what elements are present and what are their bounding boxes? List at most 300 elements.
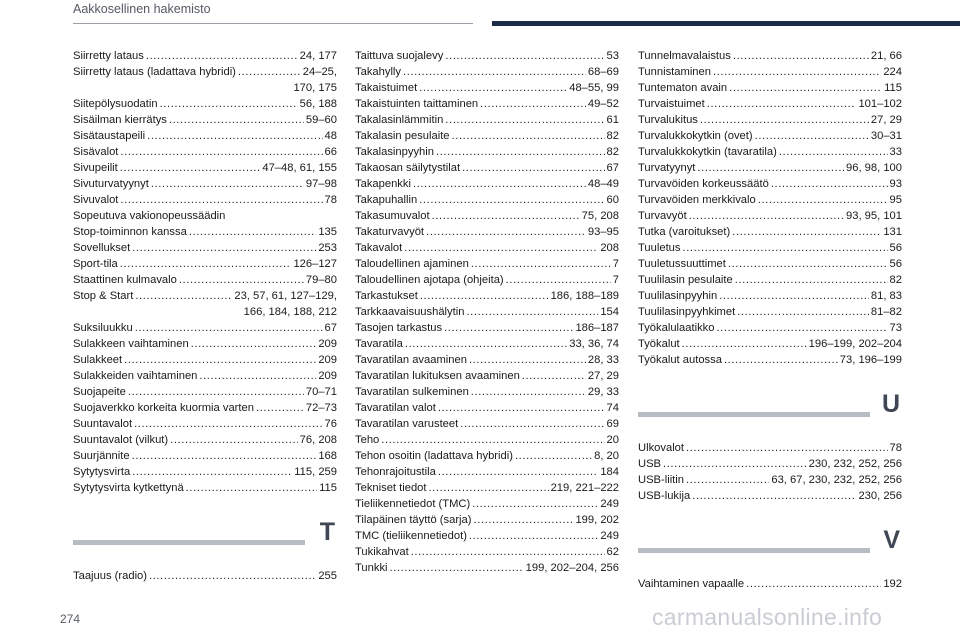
dot-leader (728, 256, 888, 272)
index-page-refs: 196–199, 202–204 (808, 338, 902, 350)
index-term: Suojaverkko korkeita kuormia varten (73, 402, 254, 414)
index-page-refs: 131 (883, 226, 902, 238)
index-page-refs: 224 (883, 66, 902, 78)
dot-leader (438, 464, 598, 480)
index-entry (638, 176, 902, 192)
index-entry (73, 208, 337, 240)
index-entry (355, 384, 619, 400)
index-term: Taloudellinen ajotapa (ohjeita) (355, 274, 504, 286)
index-page-refs: 82 (889, 274, 902, 286)
index-page-refs: 81, 83 (870, 290, 902, 302)
index-entry (638, 272, 902, 288)
index-page-refs: 70–71 (305, 386, 337, 398)
index-page-refs: 56 (889, 242, 902, 254)
index-entry (355, 336, 619, 352)
index-term: Sulakkeet (73, 354, 123, 366)
index-entry (73, 160, 337, 176)
dot-leader (719, 288, 869, 304)
index-page-refs: 126–127 (293, 258, 337, 270)
index-entry (638, 288, 902, 304)
index-entry (73, 448, 337, 464)
dot-leader (404, 240, 598, 256)
index-row (73, 464, 337, 480)
index-page-refs: 230, 256 (858, 490, 902, 502)
dot-leader (717, 320, 888, 336)
index-term: Takalasinlämmitin (355, 114, 444, 126)
dot-leader (147, 128, 322, 144)
index-term: Ulkovalot (638, 442, 685, 454)
index-term: USB (638, 458, 662, 470)
dot-leader (381, 432, 604, 448)
index-entry (73, 568, 337, 584)
index-row (73, 112, 337, 128)
index-entry (355, 256, 619, 272)
index-term: Tuulilasinpyyhkimet (638, 306, 736, 318)
index-page-refs: 48–55, 99 (569, 82, 619, 94)
index-entry (355, 64, 619, 80)
index-row (638, 272, 902, 288)
index-page-refs: 61 (606, 114, 619, 126)
index-row (355, 208, 619, 224)
index-term: Stop & Start (73, 290, 134, 302)
index-entry (73, 288, 337, 320)
index-term: Sovellukset (73, 242, 131, 254)
index-entry (355, 48, 619, 64)
index-term: Tasojen tarkastus (355, 322, 443, 334)
dot-leader (199, 368, 316, 384)
index-page-refs-continued: 170, 175 (293, 82, 337, 94)
index-term: Tekniset tiedot (355, 482, 427, 494)
index-page-refs: 23, 57, 61, 127–129, (234, 290, 337, 302)
dot-leader (506, 272, 611, 288)
dot-leader (779, 144, 888, 160)
index-row (73, 368, 337, 384)
dot-leader (713, 64, 881, 80)
index-term: Turvalukkokytkin (tavaratila) (638, 146, 777, 158)
index-row (638, 224, 902, 240)
index-term: Työkalulaatikko (638, 322, 715, 334)
index-row (638, 320, 902, 336)
index-entry (355, 464, 619, 480)
index-entry (355, 368, 619, 384)
index-row (73, 128, 337, 144)
index-page-refs: 76, 208 (299, 434, 337, 446)
index-page-refs: 93 (889, 178, 902, 190)
dot-leader (474, 512, 574, 528)
index-page-refs: 72–73 (305, 402, 337, 414)
dot-leader (707, 96, 857, 112)
index-entry (638, 456, 902, 472)
dot-leader (686, 440, 888, 456)
index-page-refs: 62 (606, 546, 619, 558)
index-entry (638, 240, 902, 256)
dot-leader (697, 160, 844, 176)
index-page-refs: 33, 36, 74 (569, 338, 619, 350)
page-number: 274 (60, 612, 81, 626)
index-page-refs: 78 (889, 442, 902, 454)
dot-leader (515, 448, 592, 464)
index-entry (73, 112, 337, 128)
index-row (638, 304, 902, 320)
index-row (355, 416, 619, 432)
index-row (355, 368, 619, 384)
index-page-refs: 249 (600, 530, 619, 542)
index-term: Tavaratilan lukituksen avaaminen (355, 370, 520, 382)
index-row (73, 288, 337, 304)
index-page-refs: 21, 66 (870, 50, 902, 62)
index-term: Tutka (varoitukset) (638, 226, 731, 238)
index-page-refs: 209 (318, 370, 337, 382)
index-row (73, 272, 337, 288)
index-entry (73, 128, 337, 144)
index-term: Suuntavalot (vilkut) (73, 434, 169, 446)
dot-leader (683, 240, 888, 256)
index-row (73, 336, 337, 352)
index-row (355, 320, 619, 336)
index-page-refs: 82 (606, 146, 619, 158)
index-page-refs: 192 (883, 578, 902, 590)
index-entry (638, 488, 902, 504)
index-entry (355, 192, 619, 208)
index-term: Takapuhallin (355, 194, 418, 206)
index-row (355, 496, 619, 512)
index-row (73, 480, 337, 496)
dot-leader (472, 496, 598, 512)
index-term: Vaihtaminen vapaalle (638, 578, 745, 590)
dot-leader (120, 144, 322, 160)
index-entry (73, 352, 337, 368)
index-entry (355, 416, 619, 432)
index-page-refs: 49–52 (587, 98, 619, 110)
dot-leader (737, 304, 869, 320)
index-page-refs: 115 (884, 82, 902, 94)
dot-leader (170, 432, 298, 448)
index-row (638, 128, 902, 144)
index-row (73, 384, 337, 400)
index-row (638, 256, 902, 272)
index-term: Sisäilman kierrätys (73, 114, 167, 126)
index-entry (638, 80, 902, 96)
dot-leader (436, 144, 605, 160)
index-term: Tuuletus (638, 242, 681, 254)
index-row (638, 112, 902, 128)
index-row (355, 80, 619, 96)
index-page-refs: 101–102 (858, 98, 902, 110)
index-entry (73, 368, 337, 384)
index-term: Suuntavalot (73, 418, 133, 430)
index-term: Turvatyynyt (638, 162, 696, 174)
index-row (355, 64, 619, 80)
section-rule (73, 540, 305, 545)
index-row (355, 352, 619, 368)
index-row (73, 400, 337, 416)
index-page-refs: 115, 259 (294, 466, 337, 478)
dot-leader (480, 96, 586, 112)
index-row (73, 256, 337, 272)
index-entry (73, 400, 337, 416)
index-row (73, 568, 337, 584)
index-page-refs: 66 (324, 146, 337, 158)
index-term: Sulakkeiden vaihtaminen (73, 370, 198, 382)
index-page-refs: 7 (612, 258, 619, 270)
index-page-refs: 93, 95, 101 (846, 210, 902, 222)
index-term: Tilapäinen täyttö (sarja) (355, 514, 472, 526)
index-row (638, 352, 902, 368)
index-term: Sivupeilit (73, 162, 118, 174)
index-page-refs: 29, 33 (587, 386, 619, 398)
index-row (355, 144, 619, 160)
index-term: Tuntematon avain (638, 82, 728, 94)
index-page-refs: 168 (318, 450, 337, 462)
index-row (355, 224, 619, 240)
dot-leader (733, 48, 869, 64)
index-term: Sisätaustapeili (73, 130, 146, 142)
index-row (638, 576, 902, 592)
index-row (73, 320, 337, 336)
index-entry (355, 432, 619, 448)
section-letter: T (319, 518, 335, 546)
index-row (73, 192, 337, 208)
dot-leader (169, 112, 304, 128)
index-row (638, 192, 902, 208)
index-row (638, 96, 902, 112)
index-term: Takaistuinten taittaminen (355, 98, 479, 110)
index-row (355, 240, 619, 256)
index-row (355, 336, 619, 352)
index-page-refs: 53 (606, 50, 619, 62)
dot-leader (134, 416, 322, 432)
dot-leader (735, 272, 888, 288)
index-entry (638, 48, 902, 64)
dot-leader (444, 320, 573, 336)
index-row (638, 80, 902, 96)
index-entry (355, 496, 619, 512)
index-row (638, 176, 902, 192)
index-row (638, 456, 902, 472)
dot-leader (135, 288, 232, 304)
index-page-refs: 219, 221–222 (550, 482, 619, 494)
dot-leader (692, 488, 856, 504)
index-entry (355, 320, 619, 336)
index-row (355, 256, 619, 272)
index-entry (355, 176, 619, 192)
index-row (355, 432, 619, 448)
index-row (73, 352, 337, 368)
index-entry (355, 224, 619, 240)
dot-leader (700, 112, 869, 128)
index-row (638, 472, 902, 488)
index-page-refs: 27, 29 (587, 370, 619, 382)
index-page-refs: 186, 188–189 (550, 290, 619, 302)
watermark: carmanualsonline.info (652, 604, 883, 630)
dot-leader (732, 224, 881, 240)
index-row (638, 160, 902, 176)
index-page-refs: 7 (612, 274, 619, 286)
index-term: Tukikahvat (355, 546, 409, 558)
index-term: Turvavöiden merkkivalo (638, 194, 756, 206)
dot-leader (466, 304, 598, 320)
index-term: Suurjännite (73, 450, 130, 462)
index-page-refs: 59–60 (305, 114, 337, 126)
dot-leader (771, 176, 888, 192)
index-term: Takaistuimet (355, 82, 418, 94)
index-row (73, 144, 337, 160)
index-entry (638, 208, 902, 224)
index-term: Suksiluukku (73, 322, 133, 334)
index-row (73, 432, 337, 448)
index-term: Tavaratilan avaaminen (355, 354, 467, 366)
index-term: Taajuus (radio) (73, 570, 147, 582)
section-header (638, 526, 902, 566)
index-term: Takapenkki (355, 178, 411, 190)
index-row (355, 176, 619, 192)
index-entry (355, 560, 619, 576)
index-page-refs: 24–25, (302, 66, 337, 78)
index-term: Turvaistuimet (638, 98, 705, 110)
dot-leader (151, 176, 304, 192)
index-page-refs: 154 (600, 306, 619, 318)
index-row (355, 288, 619, 304)
index-entry (638, 336, 902, 352)
index-page-refs: 199, 202 (575, 514, 619, 526)
index-term: Stop-toiminnon kanssa (73, 226, 187, 238)
index-entry (73, 384, 337, 400)
index-entry (638, 192, 902, 208)
index-page-refs: 60 (606, 194, 619, 206)
dot-leader (471, 384, 586, 400)
dot-leader (419, 192, 604, 208)
index-page-refs: 93–95 (587, 226, 619, 238)
dot-leader (191, 336, 317, 352)
dot-leader (689, 208, 844, 224)
dot-leader (682, 336, 807, 352)
index-entry (73, 416, 337, 432)
index-term: Staattinen kulmavalo (73, 274, 177, 286)
dot-leader (746, 576, 881, 592)
index-page-refs: 97–98 (305, 178, 337, 190)
dot-leader (132, 240, 316, 256)
index-term: Tehonrajoitustila (355, 466, 436, 478)
index-page-refs: 56 (889, 258, 902, 270)
index-page-refs: 56, 188 (299, 98, 337, 110)
index-row (638, 488, 902, 504)
dot-leader (120, 256, 292, 272)
dot-leader (755, 128, 869, 144)
index-row (355, 528, 619, 544)
index-entry (638, 224, 902, 240)
dot-leader (413, 176, 586, 192)
index-term: Tieliikennetiedot (TMC) (355, 498, 471, 510)
index-term: Tavaratila (355, 338, 403, 350)
index-term: Turvalukkokytkin (ovet) (638, 130, 753, 142)
dot-leader (132, 464, 292, 480)
dot-leader (160, 96, 298, 112)
index-page-refs: 28, 33 (587, 354, 619, 366)
index-page-refs: 63, 67, 230, 232, 252, 256 (771, 474, 902, 486)
index-term: Turvavyöt (638, 210, 687, 222)
index-entry (355, 112, 619, 128)
index-entry (73, 192, 337, 208)
index-entry (355, 528, 619, 544)
index-entry (355, 352, 619, 368)
index-page-refs: 73, 196–199 (839, 354, 902, 366)
dot-leader (429, 480, 549, 496)
index-page-refs: 76 (324, 418, 337, 430)
index-page-refs: 199, 202–204, 256 (525, 562, 619, 574)
index-term: Tavaratilan sulkeminen (355, 386, 469, 398)
index-entry (73, 272, 337, 288)
index-entry (355, 400, 619, 416)
dot-leader (132, 448, 317, 464)
index-entry (355, 448, 619, 464)
dot-leader (405, 336, 567, 352)
index-term: Tarkkaavaisuushälytin (355, 306, 465, 318)
index-page-refs: 96, 98, 100 (846, 162, 902, 174)
index-term: Sytytysvirta (73, 466, 131, 478)
index-page-refs: 208 (600, 242, 619, 254)
index-entry (638, 64, 902, 80)
dot-leader (238, 64, 301, 80)
index-row (355, 512, 619, 528)
index-term: Tunnistaminen (638, 66, 711, 78)
index-entry (355, 512, 619, 528)
index-page-refs: 81–82 (870, 306, 902, 318)
index-entry (73, 240, 337, 256)
index-row (638, 440, 902, 456)
index-row (73, 64, 337, 80)
index-term: Suojapeite (73, 386, 126, 398)
index-term: Takaosan säilytystilat (355, 162, 461, 174)
index-page-refs: 95 (889, 194, 902, 206)
index-entry (638, 352, 902, 368)
index-term: Työkalut autossa (638, 354, 722, 366)
index-row (355, 48, 619, 64)
index-entry (638, 96, 902, 112)
dot-leader (120, 160, 261, 176)
index-term: Sivuvalot (73, 194, 119, 206)
dot-leader (420, 288, 549, 304)
section-header (73, 518, 337, 558)
index-entry (73, 144, 337, 160)
index-page-refs: 209 (318, 354, 337, 366)
index-row (355, 400, 619, 416)
index-entry (638, 440, 902, 456)
index-term: Sport-tila (73, 258, 118, 270)
index-row (73, 48, 337, 64)
section-letter: V (883, 526, 900, 554)
index-term: Takalasin pesulaite (355, 130, 450, 142)
dot-leader (432, 208, 580, 224)
index-term: Turvavöiden korkeussäätö (638, 178, 769, 190)
index-row (73, 224, 337, 240)
index-page-refs: 135 (318, 226, 337, 238)
section-rule (638, 548, 870, 553)
index-page-refs: 8, 20 (594, 450, 619, 462)
index-page-refs: 79–80 (305, 274, 337, 286)
index-entry (355, 96, 619, 112)
index-page-refs: 82 (606, 130, 619, 142)
dot-leader (522, 368, 586, 384)
index-row (73, 416, 337, 432)
dot-leader (724, 352, 838, 368)
index-term: Sytytysvirta kytkettynä (73, 482, 184, 494)
page-header-title: Aakkosellinen hakemisto (73, 2, 211, 16)
index-entry (355, 304, 619, 320)
index-entry (638, 160, 902, 176)
index-term: Siitepölysuodatin (73, 98, 158, 110)
index-term: USB-liitin (638, 474, 685, 486)
header-divider-line (73, 23, 473, 24)
